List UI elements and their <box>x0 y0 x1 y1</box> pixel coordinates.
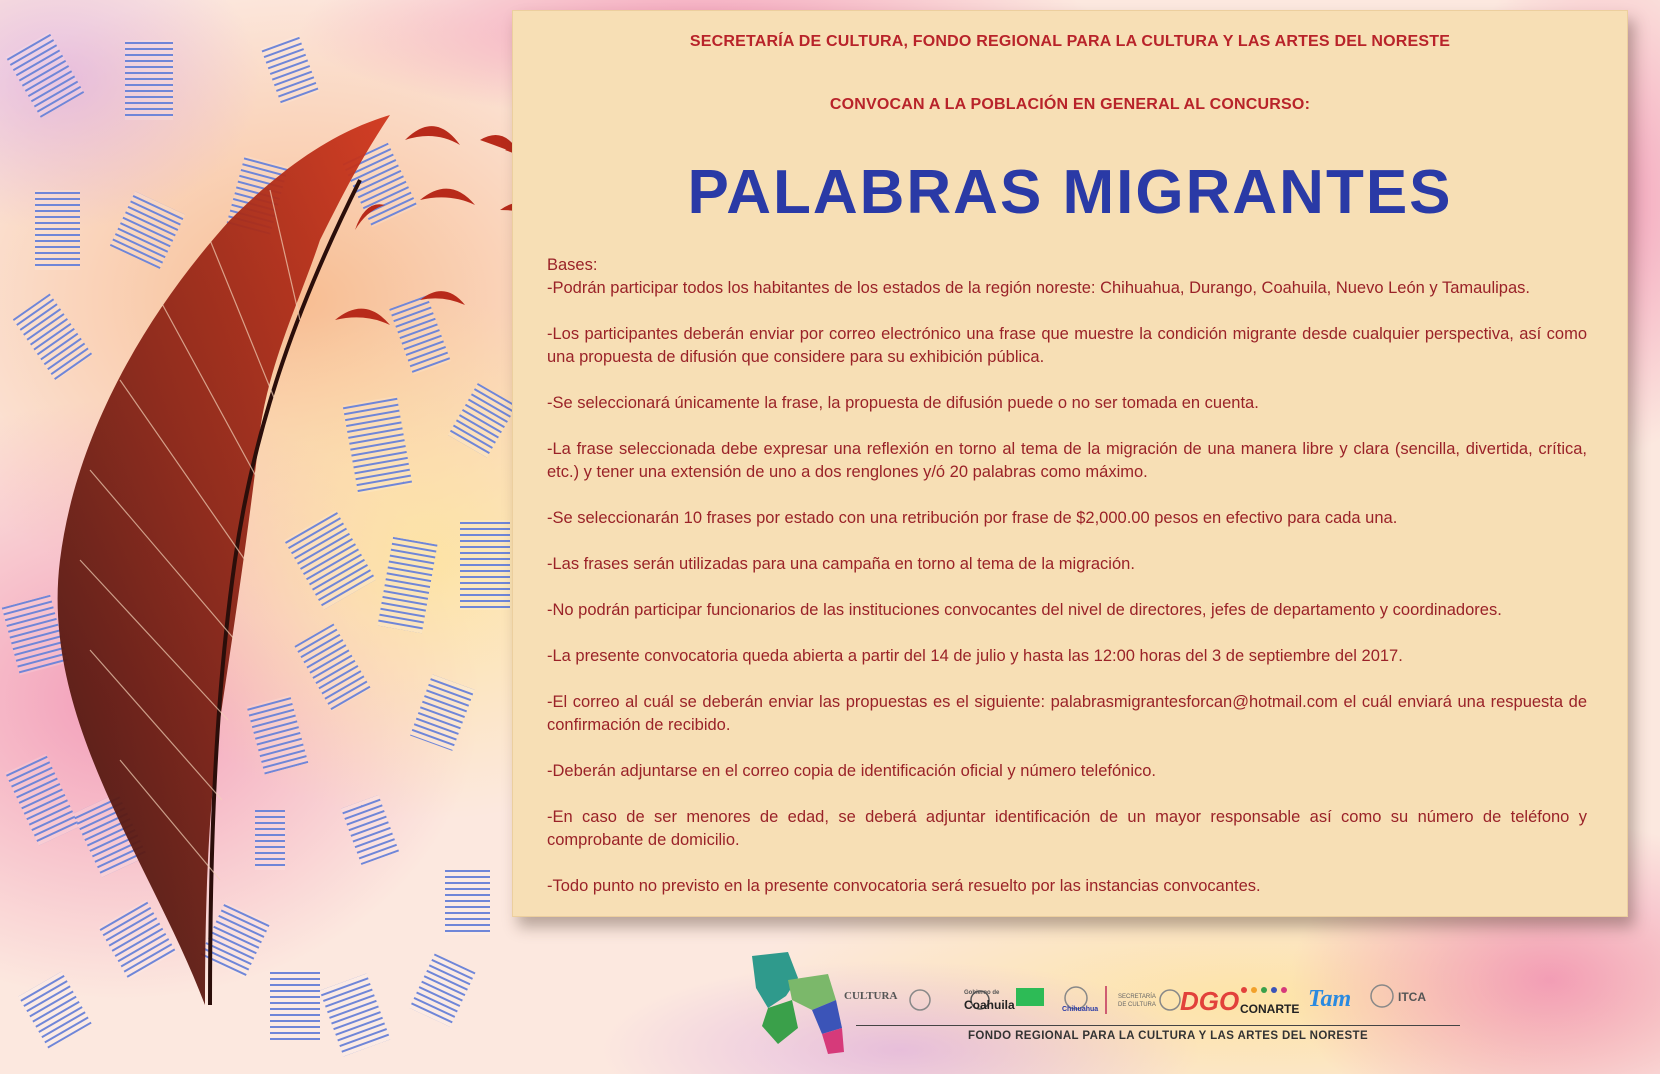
coahuila-small-text: Gobierno de <box>964 990 1000 996</box>
rule-item: -La presente convocatoria queda abierta a partir del 14 de julio y hasta las 12:00 horas del 3 de septiembre del 2017. <box>547 647 1403 665</box>
conarte-dots-icon <box>1241 987 1287 993</box>
rule-item: -Se seleccionará únicamente la frase, la propuesta de difusión puede o no ser tomada en cuenta. <box>547 394 1259 412</box>
rule-item: -Todo punto no previsto en la presente convocatoria será resuelto por las instancias convocantes. <box>547 877 1261 895</box>
coahuila-logo: Coahuila <box>964 998 1015 1012</box>
svg-text:SECRETARÍA: SECRETARÍA <box>1118 994 1156 1000</box>
rule-item: -El correo al cuál se deberán enviar las propuestas es el siguiente: palabrasmigrantesforcan@hotmail.com el cuál enviará una respuesta de confirmación de recibido. <box>547 693 1587 734</box>
rule-item: -La frase seleccionada debe expresar una reflexión en torno al tema de la migración de una manera libre y clara (sencilla, divertida, crítica, etc.) y tener una extensión de uno a dos renglones y/ó 20 palabras como máximo. <box>547 440 1587 481</box>
contest-notice-paper <box>512 10 1628 917</box>
northeast-map-icon <box>752 952 844 1054</box>
rule-item: -Los participantes deberán enviar por correo electrónico una frase que muestre la condición migrante desde cualquier perspectiva, así como una propuesta de difusión que considere para su exhibición pública. <box>547 325 1587 366</box>
rule-item: -Las frases serán utilizadas para una campaña en torno al tema de la migración. <box>547 555 1135 573</box>
dgo-logo: DGO <box>1180 986 1240 1016</box>
footer-divider <box>856 1025 1460 1026</box>
tam-logo: Tam <box>1308 986 1352 1012</box>
footer-fund-name: FONDO REGIONAL PARA LA CULTURA Y LAS ARTES DEL NORESTE <box>967 1030 1369 1042</box>
sec-logo-icon <box>1016 988 1044 1006</box>
rules-section <box>547 254 1587 921</box>
svg-text:DE CULTURA: DE CULTURA <box>1118 1002 1156 1008</box>
chihuahua-logo: Chihuahua <box>1062 1006 1099 1013</box>
rules-heading: Bases: <box>547 256 598 274</box>
organizers-heading: SECRETARÍA DE CULTURA, FONDO REGIONAL PARA LA CULTURA Y LAS ARTES DEL NORESTE <box>689 33 1451 50</box>
rule-item: -En caso de ser menores de edad, se deberá adjuntar identificación de un mayor responsable así como su número de teléfono y comprobante de domicilio. <box>547 808 1587 849</box>
rule-item: -Se seleccionarán 10 frases por estado con una retribución por frase de $2,000.00 pesos en efectivo para cada una. <box>547 509 1398 527</box>
rule-item: -No podrán participar funcionarios de las instituciones convocantes del nivel de directores, jefes de departamento y coordinadores. <box>547 601 1502 619</box>
rule-item: -Deberán adjuntarse en el correo copia de identificación oficial y número telefónico. <box>547 762 1157 780</box>
conarte-logo: CONARTE <box>1240 1002 1300 1016</box>
itca-logo: ITCA <box>1398 990 1426 1004</box>
contest-title: PALABRAS MIGRANTES <box>687 158 1453 227</box>
rule-item: -Podrán participar todos los habitantes de los estados de la región noreste: Chihuahua, Durango, Coahuila, Nuevo León y Tamaulipas. <box>547 279 1530 297</box>
invitation-heading: CONVOCAN A LA POBLACIÓN EN GENERAL AL CONCURSO: <box>829 96 1311 113</box>
cultura-logo: CULTURA <box>844 990 898 1002</box>
